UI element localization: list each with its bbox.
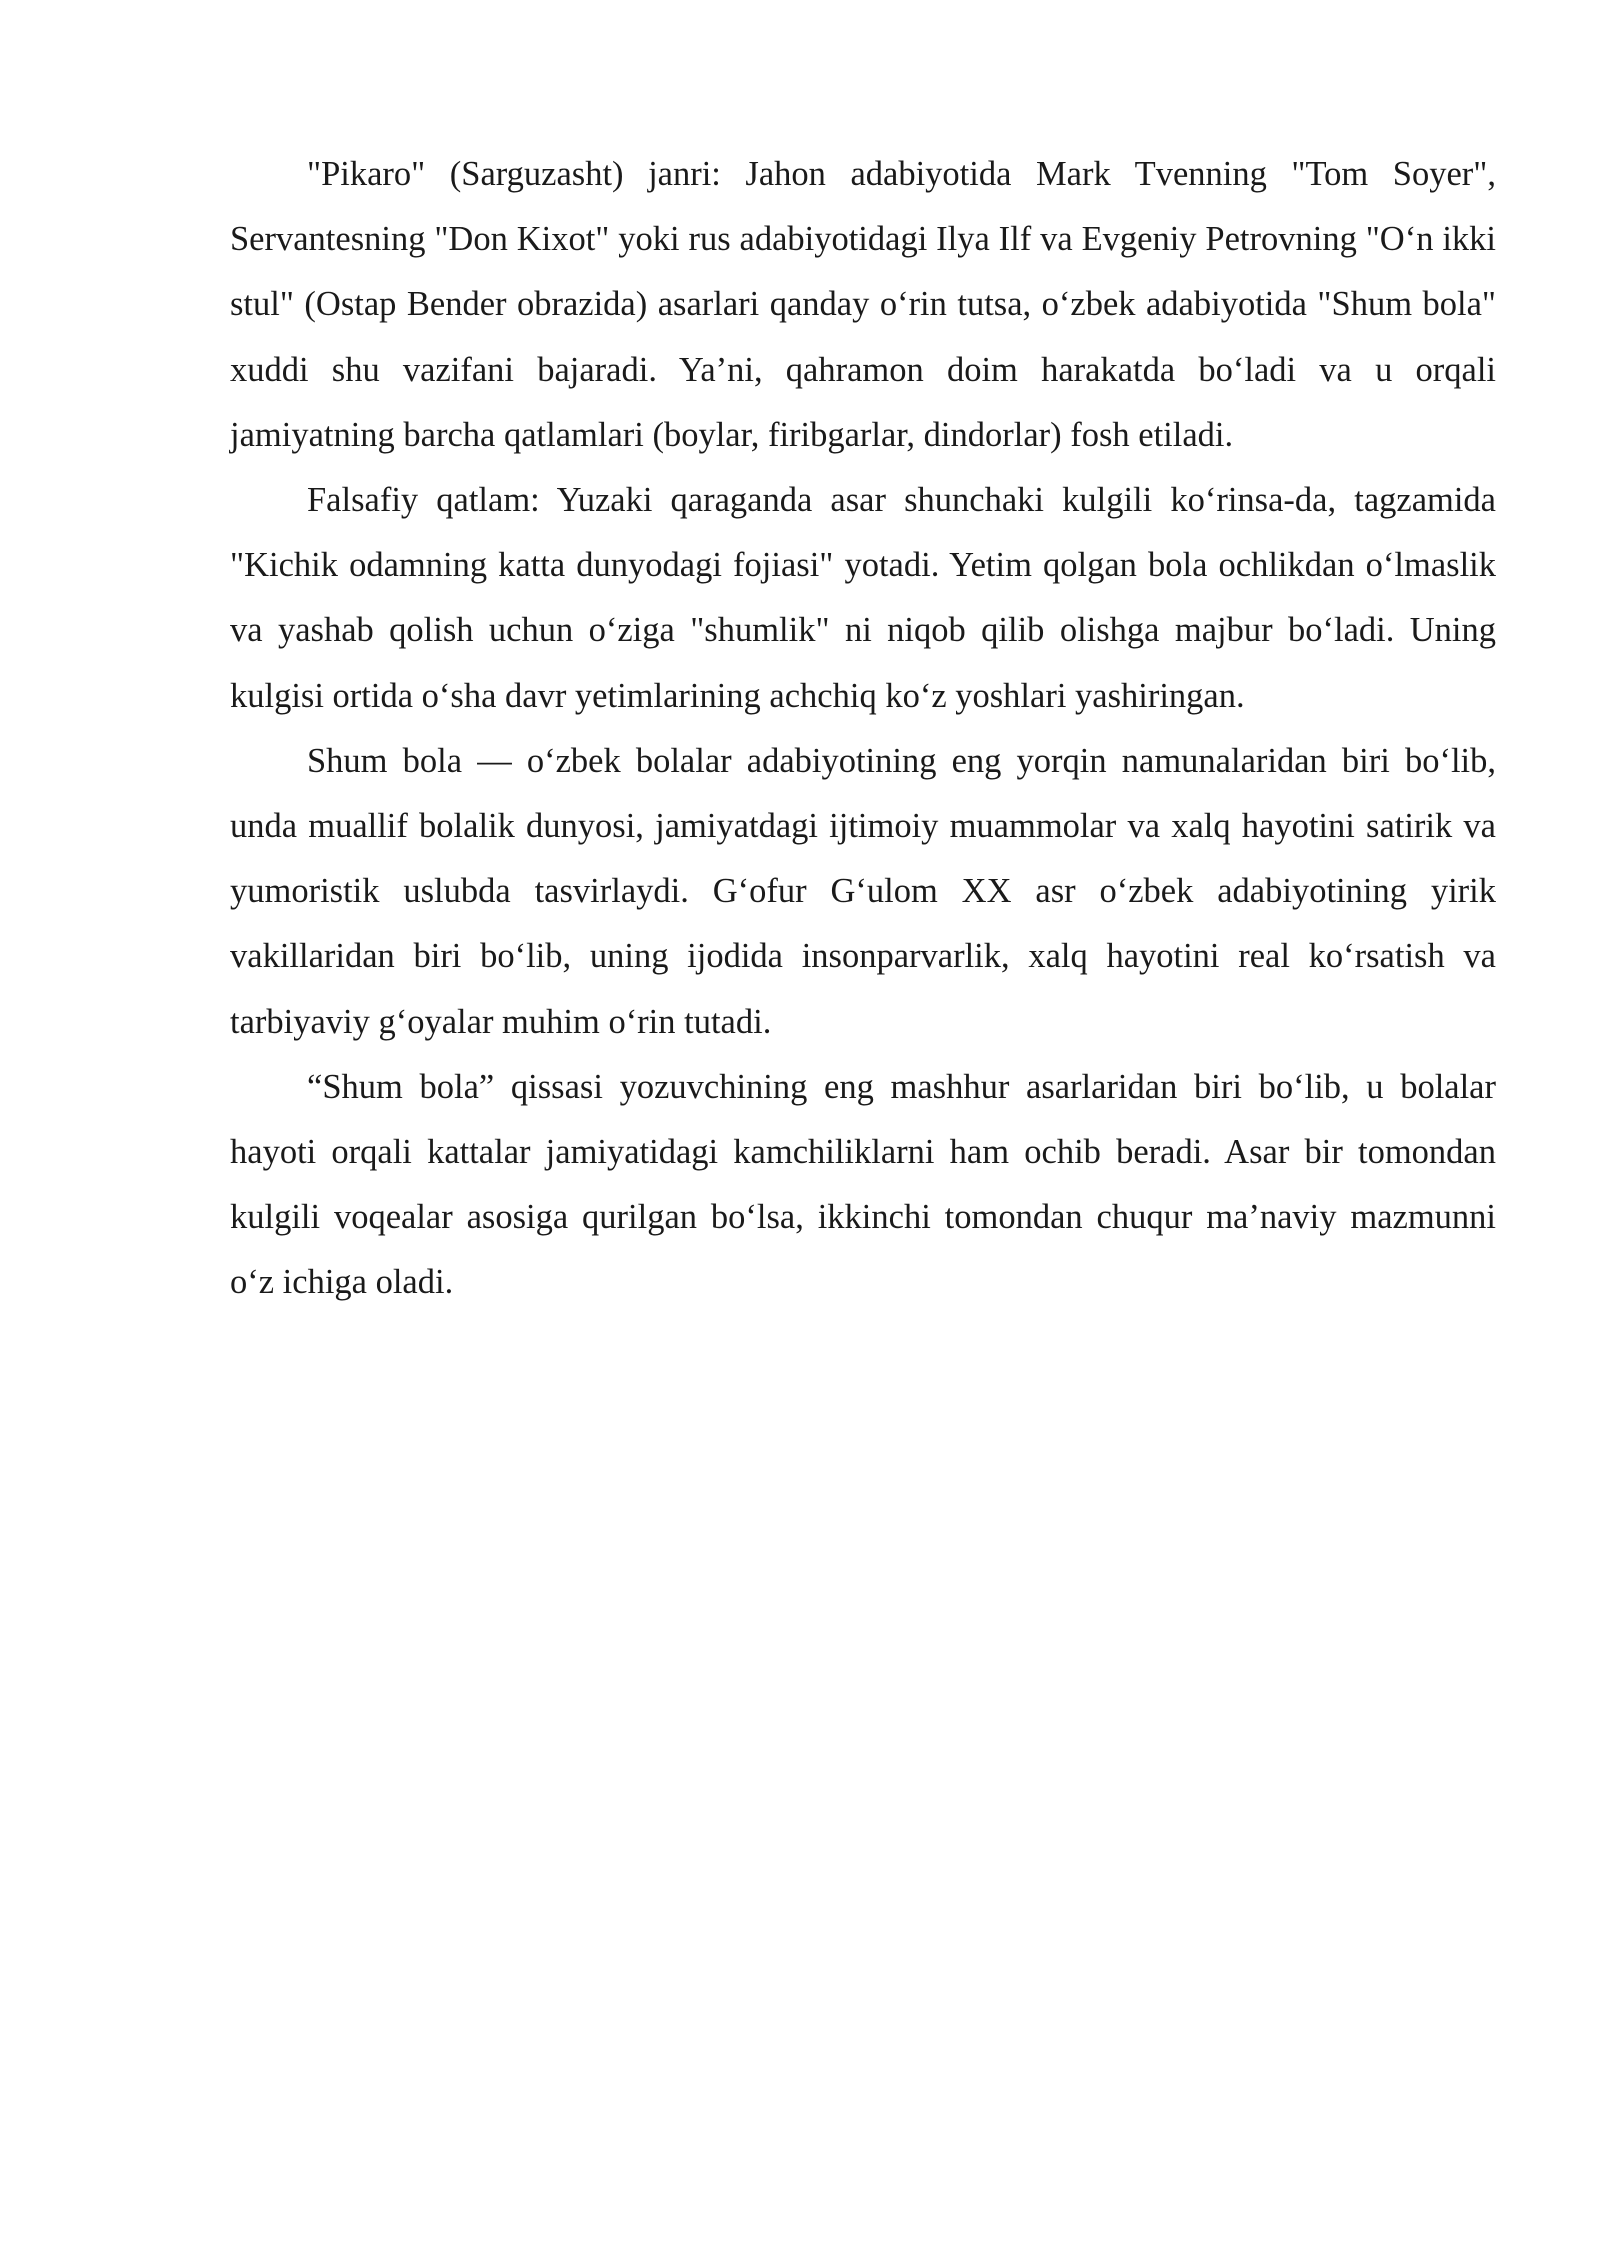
- paragraph-philosophical-layer: Falsafiy qatlam: Yuzaki qaraganda asar shunchaki kulgili ko‘rinsa-da, tagzamida "Kichik odamning katta dunyodagi fojiasi" yotadi. Yetim qolgan bola ochlikdan o‘lmaslik va yashab qolish uchun o‘ziga "shumlik" ni niqob qilib olishga majbur bo‘ladi. Uning kulgisi ortida o‘sha davr yetimlarining achchiq ko‘z yoshlari yashiringan.: [230, 481, 1496, 715]
- document-body: [230, 142, 1496, 1316]
- paragraph-shum-bola-overview: Shum bola — o‘zbek bolalar adabiyotining eng yorqin namunalaridan biri bo‘lib, unda muallif bolalik dunyosi, jamiyatdagi ijtimoiy muammolar va xalq hayotini satirik va yumoristik uslubda tasvirlaydi. G‘ofur G‘ulom XX asr o‘zbek adabiyotining yirik vakillaridan biri bo‘lib, uning ijodida insonparvarlik, xalq hayotini real ko‘rsatish va tarbiyaviy g‘oyalar muhim o‘rin tutadi.: [230, 741, 1496, 1041]
- paragraph-story-meaning: “Shum bola” qissasi yozuvchining eng mashhur asarlaridan biri bo‘lib, u bolalar hayoti orqali kattalar jamiyatidagi kamchiliklarni ham ochib beradi. Asar bir tomondan kulgili voqealar asosiga qurilgan bo‘lsa, ikkinchi tomondan chuqur ma’naviy mazmunni o‘z ichiga oladi.: [230, 1067, 1496, 1302]
- paragraph-pikaro-genre: "Pikaro" (Sarguzasht) janri: Jahon adabiyotida Mark Tvenning "Tom Soyer", Servantesning "Don Kixot" yoki rus adabiyotidagi Ilya Ilf va Evgeniy Petrovning "O‘n ikki stul" (Ostap Bender obrazida) asarlari qanday o‘rin tutsa, o‘zbek adabiyotida "Shum bola" xuddi shu vazifani bajaradi. Ya’ni, qahramon doim harakatda bo‘ladi va u orqali jamiyatning barcha qatlamlari (boylar, firibgarlar, dindorlar) fosh etiladi.: [230, 155, 1496, 454]
